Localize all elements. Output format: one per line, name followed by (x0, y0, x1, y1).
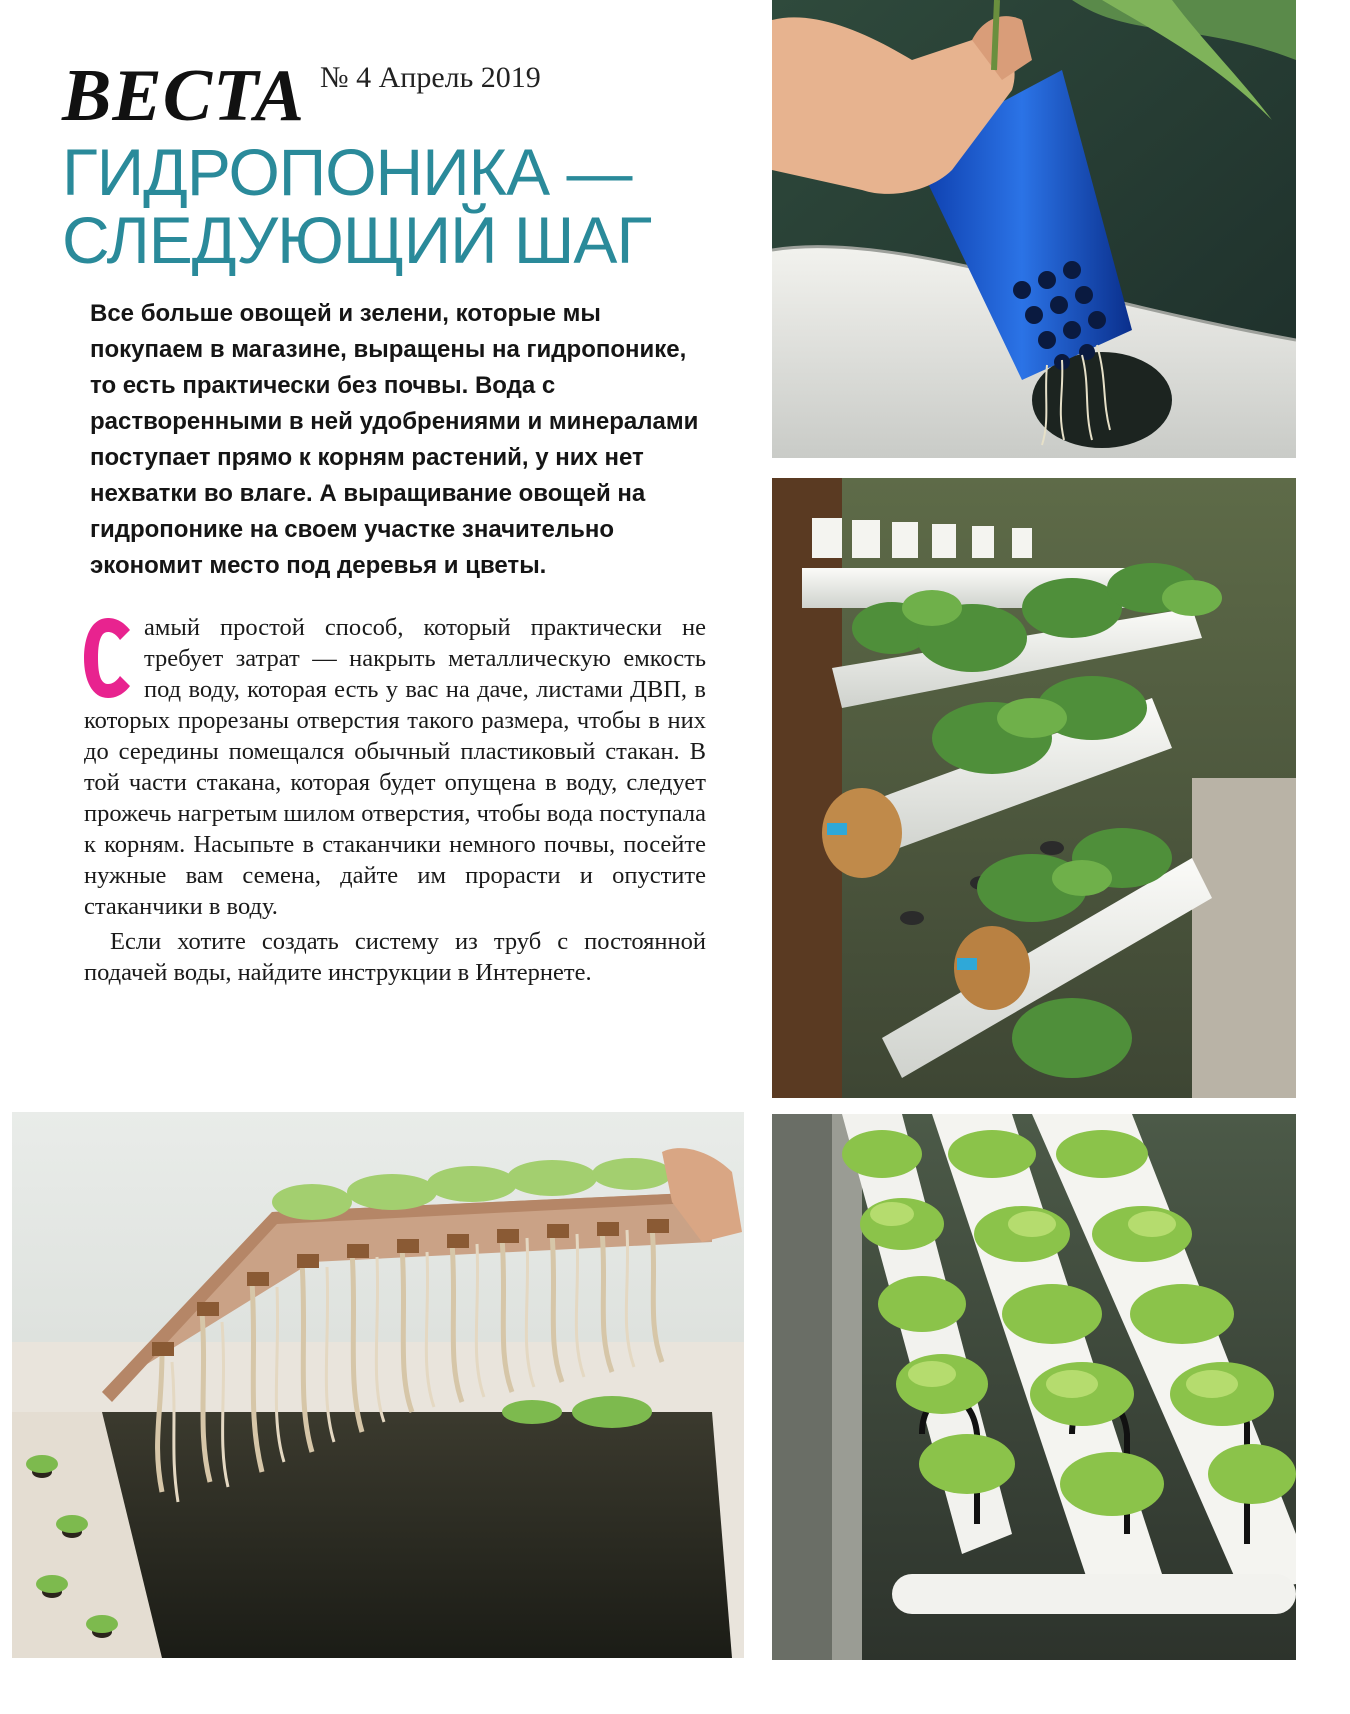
photo-lettuce-pipe-rows (772, 1114, 1296, 1660)
magazine-brand: ВЕСТА (62, 55, 305, 137)
dropcap-text (82, 700, 83, 701)
article-lead: Все больше овощей и зелени, которые мы покупаем в магазине, выращены на гидропонике, то есть практически без почвы. Вода с растворенными в ней удобрениями и минералами поступает прямо к корням растений, у них нет нехватки во влаге. А выращивание овощей на гидропонике на своем участке значительно экономит место под деревья и цветы. (90, 300, 699, 579)
article-body (84, 612, 706, 988)
body-paragraph-1 (84, 612, 706, 922)
issue-date: № 4 Апрель 2019 (320, 61, 541, 94)
body-paragraph-1-text: амый простой способ, который практически не требует затрат — накрыть металлическую емкость под воду, которая есть у вас на даче, листами ДВП, в которых прорезаны отверстия такого размера, чтобы в них до середины помещался обычный пластиковый стакан. В той части стакана, которая будет опущена в воду, следует прожечь нагретым шилом отверстия, чтобы вода поступала к корням. Насыпьте в стаканчики немного почвы, посейте нужные вам семена, дайте им прорасти и опустите стаканчики в воду. (84, 614, 706, 920)
article-headline (62, 135, 702, 277)
headline-line-2: СЛЕДУЮЩИЙ ШАГ (62, 203, 652, 277)
headline-line-1: ГИДРОПОНИКА — (62, 135, 632, 209)
masthead (62, 55, 662, 138)
photo-blue-cup-in-pipe (772, 0, 1296, 458)
dropcap (82, 616, 134, 700)
dropcap-letter-shape (82, 616, 134, 700)
photo-roots-under-board (12, 1112, 744, 1658)
body-paragraph-2: Если хотите создать систему из труб с постоянной подачей воды, найдите инструкции в Интернете. (84, 928, 706, 986)
photo-tomato-pipe-system (772, 478, 1296, 1098)
